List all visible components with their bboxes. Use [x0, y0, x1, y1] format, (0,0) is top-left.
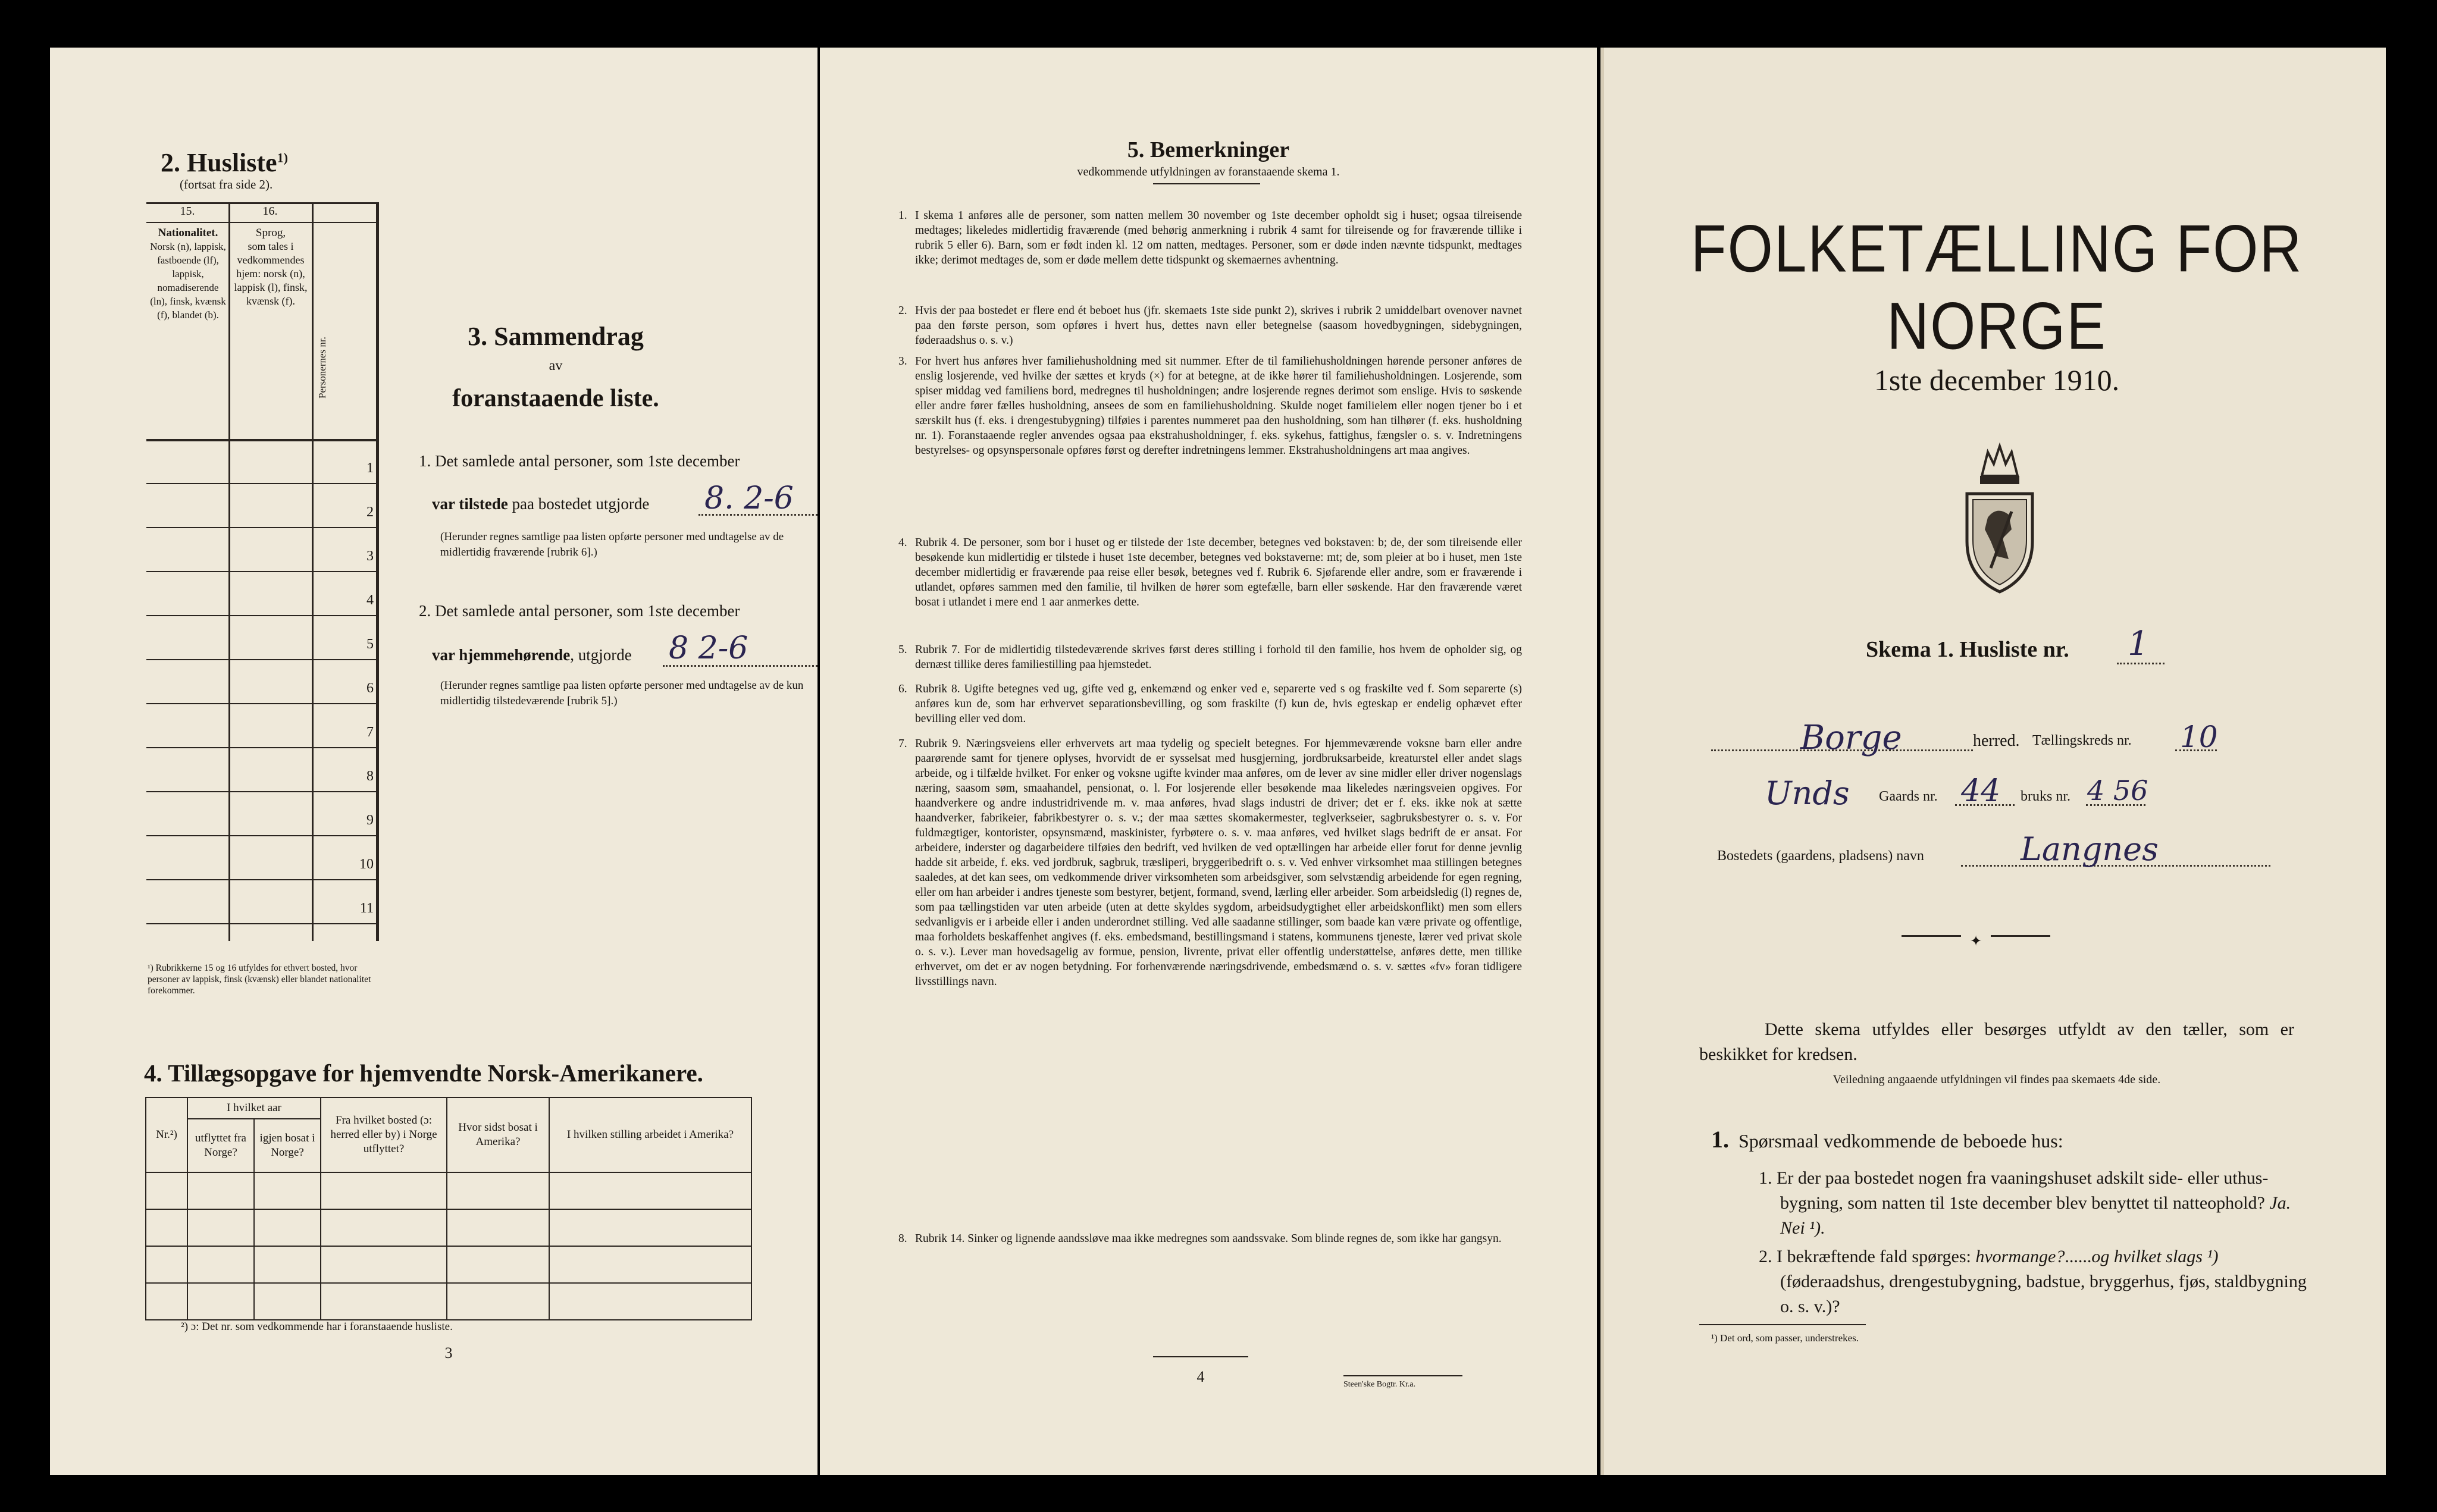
sammendrag-item1-note: (Herunder regnes samtlige paa listen opførte personer med undtagelse av de midlertidig fraværende [rubrik 6].): [440, 531, 784, 559]
bemerkning-text: Rubrik 4. De personer, som bor i huset og er tilstede der 1ste december, betegnes ved bokstaven: b; de, der som tilreisende eller besøkende kun midlertidig er tilstede i huset 1ste december, betegnes ved bokstaverne: mt; de, som pleier at bo i huset, men 1ste december midlertidig er fraværende paa reise eller besøk, betegnes ved f. Rubrik 6. Sjøfarende eller andre, som er fraværende i utlandet, opføres sammen med den familie, til hvilken de hører som egtefælle, barn eller søskende. Har den fraværende været bosat i utlandet i mere end 1 aar anmerkes dette.: [915, 537, 1522, 608]
row-number: 4: [367, 592, 374, 608]
col16-number: 16.: [262, 205, 278, 218]
skema-label: Skema 1. Husliste nr.: [1866, 637, 2069, 662]
bemerkning-item: [898, 535, 1522, 610]
husliste-row-line: [146, 835, 377, 836]
bemerkning-text: Rubrik 9. Næringsveiens eller erhvervets art maa tydelig og specielt betegnes. For hjemmeværende voksne barn eller andre paarørende samt for tjenere oplyses, hvorvidt de er sysselsat med husgjerning, jordbruksarbeide, kreaturstel eller andet slags arbeide, og i tilfælde hvilket. For enker og voksne ugifte kvinder maa anføres, om de lever av sine midler eller driver nogenslags næring, saasom søm, smaahandel, pensionat, o. l. For losjerende eller besøkende maa likeledes næringsveien opgives. For haandverkere og andre industridrivende m. v. maa anføres, hvad slags industri de driver; det er f. eks. ikke nok at sætte haandverker, fabrikeier, fabrikbestyrer o. s. v.; der maa sættes skomakermester, teglverkseier, sagbruksbestyrer o. s. v. For fuldmægtiger, kontorister, opsynsmænd, maskinister, fyrbøtere o. s. v. maa anføres, ved hvilket slags bedrift de er ansat. For arbeidere, inderster og dagarbeidere tilføies den bedrift, ved hvilken de ved optællingen har arbeide eller forut for denne jevnlig hadde sit arbeide, f. eks. ved jordbruk, sagbruk, træsliperi, bryggeribedrift o. s. v. Ved enhver virksomhet maa stillingen betegnes saaledes, at det kan sees, om vedkommende driver virksomheten som arbeidsgiver, som selvstændig arbeidende for egen regning, eller om han arbeider i andres tjeneste som bestyrer, betjent, formand, svend, lærling eller arbeider. Som arbeidsledig (l) regnes de, som paa tællingstiden var uten arbeide (uten at dette skyldes sygdom, arbeidsudygtighet eller arbeidskonflikt) men som ellers sedvanligvis er i arbeide eller i anden underordnet stilling. Ved alle saadanne stillinger, som baade kan være private og offentlige, maa forholdets beskaffenhet angives (f. eks. embedsmand, bestillingsmand i statens, kommunens tjeneste, lærer ved privat skole o. s. v.). Lever man hovedsagelig av formue, pension, livrente, privat eller offentlig understøttelse, anføres dette, men tillike erhvervet, om det er av nogen betydning. For forhenværende næringsdrivende, embedsmænd o. s. v. sættes «fv» foran tidligere livsstillings navn.: [915, 738, 1522, 988]
bruks-value: 4 56: [2087, 774, 2148, 807]
husliste-row-line: [146, 747, 377, 748]
herred-value: Borge: [1800, 719, 1902, 757]
sammendrag-av: av: [549, 358, 563, 374]
bemerkning-number: 6.: [898, 683, 907, 695]
middle-page: [820, 48, 1597, 1475]
questions-heading: 1. Spørsmaal vedkommende de beboede hus:: [1711, 1126, 2063, 1153]
sammendrag-item1: 1. Det samlede antal personer, som 1ste december: [419, 452, 740, 470]
husliste-row-line: [146, 571, 377, 572]
row-number: 6: [367, 680, 374, 696]
husliste-footnote: ¹) Rubrikkerne 15 og 16 utfyldes for ethvert bosted, hvor personer av lappisk, finsk (kvænsk) eller blandet nationalitet forekommer.: [148, 963, 371, 996]
question-1: 1. Er der paa bostedet nogen fra vaaningshuset adskilt side- eller uthus-bygning, som natten til 1ste december blev benyttet til natteophold? Ja. Nei ¹).: [1759, 1168, 2291, 1238]
bosted-value: Langnes: [2021, 830, 2159, 868]
bemerkning-text: Hvis der paa bostedet er flere end ét beboet hus (jfr. skemaets 1ste side punkt 2), skrives i rubrik 2 umiddelbart ovenover navnet paa den første person, som opføres i hvert hus, dettes navn eller betegnelse (saasom hovedbygningen, sidebygningen, føderaadshus o. s. v.): [915, 305, 1522, 347]
sammendrag-title2: foranstaaende liste.: [452, 385, 659, 412]
census-date: 1ste december 1910.: [1874, 363, 2120, 397]
printer-mark: Steen'ske Bogtr. Kr.a.: [1343, 1380, 1416, 1389]
bemerkning-item: [898, 682, 1522, 726]
bemerkninger-subtitle: vedkommende utfyldningen av foranstaaende skema 1.: [1077, 165, 1340, 178]
sammendrag-item2-line2: var hjemmehørende, utgjorde: [432, 646, 632, 664]
bemerkning-text: Rubrik 8. Ugifte betegnes ved ug, gifte ved g, enkemænd og enker ved e, separerte ved s og fraskilte ved f. Som separerte (s) anføres kun de, som har erhvervet separationsbevilling, og som fraskilte (f) kun de, hvis egteskap er endelig ophævet efter bevilling eller ved dom.: [915, 683, 1522, 725]
total-resident-value: 8 2-6: [669, 630, 748, 666]
sammendrag-item1-line2: var tilstede paa bostedet utgjorde: [432, 495, 650, 513]
husliste-row-line: [146, 703, 377, 704]
bemerkning-item: [898, 642, 1522, 672]
gaards-label: Gaards nr.: [1879, 789, 1938, 804]
sammendrag-item2-note: (Herunder regnes samtlige paa listen opførte personer med undtagelse av de kun midlertidig tilstedeværende [rubrik 5].): [440, 679, 804, 707]
husliste-nr-value: 1: [2128, 625, 2149, 663]
bemerkning-item: [898, 354, 1522, 458]
husliste-row-line: [146, 483, 377, 484]
norway-coat-of-arms-icon: [1955, 440, 2044, 595]
row-number: 5: [367, 636, 374, 652]
bemerkning-item: [898, 736, 1522, 989]
husliste-title: 2. Husliste$^{1)}$: [161, 148, 288, 177]
col-personernes-nr: Personernes nr.: [317, 337, 328, 399]
bemerkning-text: Rubrik 7. For de midlertidig tilstedeværende skrives først deres stilling i forhold til den familie, hos hvem de opholder sig, og dernæst tillike deres familiestilling paa hjemstedet.: [915, 644, 1522, 671]
row-number: 3: [367, 548, 374, 564]
row-number: 2: [367, 504, 374, 520]
middle-page-number: 4: [1196, 1368, 1205, 1385]
gaards-prefix-value: Unds: [1765, 774, 1850, 812]
husliste-row-line: [146, 791, 377, 792]
bemerkning-number: 7.: [898, 738, 907, 750]
bemerkning-text: Rubrik 14. Sinker og lignende aandssløve maa ikke medregnes som aandssvake. Som blinde regnes de, som ikke har gangsyn.: [915, 1232, 1502, 1245]
col15-number: 15.: [180, 205, 195, 218]
total-present-value: 8. 2-6: [704, 481, 794, 516]
bemerkninger-title: 5. Bemerkninger: [1127, 137, 1290, 162]
col-fra-bosted: Fra hvilket bosted (ɔ: herred eller by) i Norge utflyttet?: [321, 1097, 447, 1172]
gaards-value: 44: [1961, 773, 2001, 809]
husliste-row-line: [146, 923, 377, 924]
bemerkning-text: For hvert hus anføres hver familiehusholdning med sit nummer. Efter de til familiehusholdningen hørende personer anføres de enslig losjerende, ved hvilke der sættes et kryds (×) for at betegne, at de ikke hører til familiehusholdningen. Losjerende, som spiser middag ved familiens bord, medregnes til husholdningen; andre losjerende regnes derimot som enslige. Hvis to søskende eller andre fører fælles husholdning, ansees de som en familiehusholdning. Skulde noget familielem eller nogen tjener bo i et særskilt hus (f. eks. i drengestubygning) tilføies i parentes nummeret paa den husholdning, som han tilhører (f. eks. husholdning nr. 1). Foranstaaende regler anvendes ogsaa paa ekstrahusholdninger, f. eks. sykehus, fattighus, fængsler o. s. v. Indretningens bestyrelses- og opsynspersonale opføres først og derefter indretningens lemmer. Ekstrahusholdningens art maa angives.: [915, 355, 1522, 457]
col-hvor-bosat: Hvor sidst bosat i Amerika?: [447, 1097, 549, 1172]
intro-text: Dette skema utfyldes eller besørges utfyldt av den tæller, som er beskikket for kredsen.: [1699, 1019, 2294, 1064]
bemerkning-number: 8.: [898, 1232, 907, 1245]
left-page-number: 3: [444, 1344, 453, 1362]
bemerkning-item: [898, 208, 1522, 268]
row-number: 7: [367, 724, 374, 740]
census-title: FOLKETÆLLING FOR NORGE: [1690, 211, 2303, 363]
bemerkning-item: [898, 303, 1522, 348]
question-2: 2. I bekræftende fald spørges: hvormange?......og hvilket slags ¹) (føderaadshus, drengestubygning, badstue, bryggerhus, fjøs, staldbygning o. s. v.)?: [1759, 1247, 2307, 1316]
col16-header: Sprog, som tales i vedkommendes hjem: norsk (n), lappisk (l), finsk, kvænsk (f).: [234, 227, 308, 307]
tillaeg-title: 4. Tillægsopgave for hjemvendte Norsk-Amerikanere.: [144, 1059, 703, 1087]
row-number: 10: [359, 857, 374, 872]
row-number: 8: [367, 768, 374, 784]
sammendrag-title: 3. Sammendrag: [468, 322, 644, 351]
col15-header: Nationalitet. Norsk (n), lappisk, fastboende (lf), lappisk, nomadiserende (ln), finsk, kvænsk (f), blandet (b).: [150, 227, 226, 321]
husliste-subtitle: (fortsat fra side 2).: [180, 177, 273, 192]
col-hvilket-aar: I hvilket aar: [187, 1097, 321, 1119]
col-stilling: I hvilken stilling arbeidet i Amerika?: [549, 1097, 751, 1172]
left-page: [50, 48, 817, 1475]
bemerkning-text: I skema 1 anføres alle de personer, som natten mellem 30 november og 1ste december opholdt sig i huset; ogsaa tilreisende medtages; likeledes midlertidig fraværende (med behørig anmerkning i rubrik 4 samt for tilreisende og for fraværende tillike i rubrik 5 eller 6). Barn, som er født inden kl. 12 om natten, medtages. Personer, som er døde inden nævnte tidspunkt, medtages ikke; derimot medtages de, som er døde mellem dette tidspunkt og skemaernes avhentning.: [915, 209, 1522, 266]
veiledning-text: Veiledning angaaende utfyldningen vil findes paa skemaets 4de side.: [1833, 1073, 2161, 1086]
husliste-row-line: [146, 615, 377, 616]
herred-label: herred.: [1973, 732, 2020, 750]
tillaeg-table: [145, 1097, 752, 1320]
col-igjen-bosat: igjen bosat i Norge?: [254, 1119, 321, 1172]
sammendrag-item2: 2. Det samlede antal personer, som 1ste december: [419, 602, 740, 620]
husliste-row-line: [146, 879, 377, 880]
right-footnote: ¹) Det ord, som passer, understrekes.: [1711, 1332, 1859, 1344]
bemerkning-number: 4.: [898, 537, 907, 549]
row-number: 9: [367, 813, 374, 828]
bemerkning-number: 2.: [898, 305, 907, 317]
right-page: [1600, 48, 2386, 1475]
bemerkning-number: 1.: [898, 209, 907, 222]
krets-label: Tællingskreds nr.: [2032, 733, 2132, 748]
row-number: 11: [359, 901, 374, 916]
bemerkning-number: 5.: [898, 644, 907, 656]
husliste-row-line: [146, 527, 377, 528]
col-nr: Nr.²): [146, 1097, 187, 1172]
bosted-label: Bostedets (gaardens, pladsens) navn: [1717, 848, 1924, 864]
col-utflyttet: utflyttet fra Norge?: [187, 1119, 254, 1172]
krets-value: 10: [2180, 720, 2218, 754]
bruks-label: bruks nr.: [2021, 789, 2070, 804]
ornament-icon: ✦: [1961, 933, 1991, 950]
row-number: 1: [367, 460, 374, 476]
bemerkning-number: 3.: [898, 355, 907, 368]
tillaeg-footnote: ²) ɔ: Det nr. som vedkommende har i foranstaaende husliste.: [181, 1320, 453, 1333]
husliste-row-line: [146, 659, 377, 660]
bemerkning-item: [898, 1231, 1522, 1246]
question-1-answer: Ja. Nei ¹).: [1780, 1193, 2291, 1238]
